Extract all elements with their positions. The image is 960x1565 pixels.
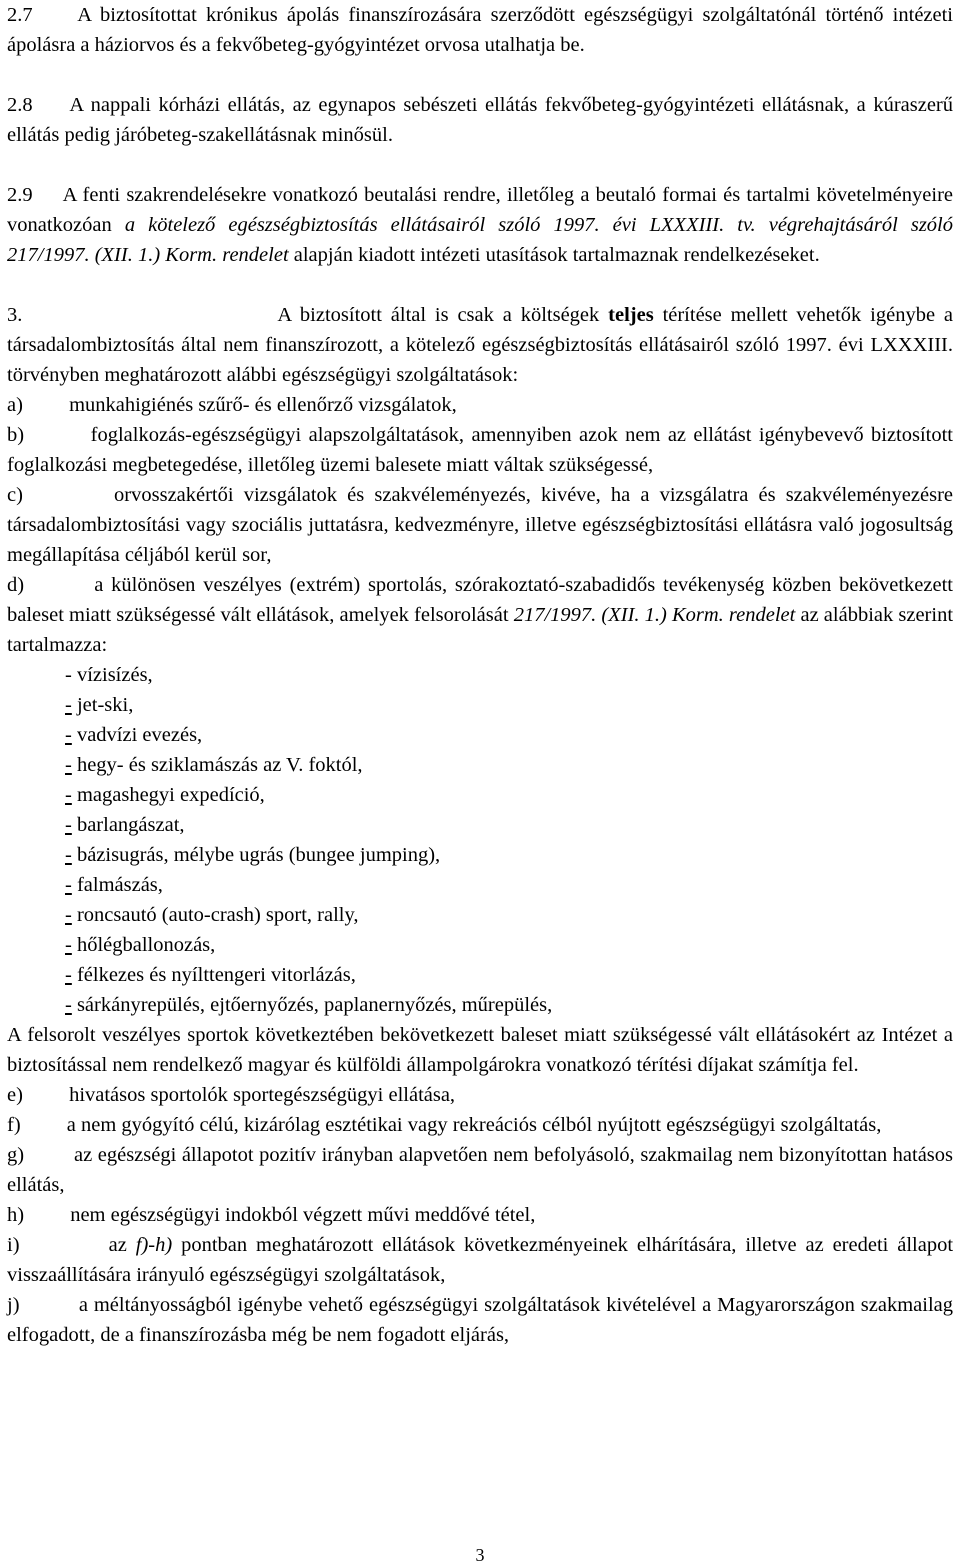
item-label: f)	[7, 1114, 21, 1136]
dash: -	[65, 694, 72, 716]
dash: -	[65, 784, 72, 806]
item-text: orvosszakértői vizsgálatok és szakvéleményezés, kivéve, ha a vizsgálatra és szakvéleményezésre társadalombiztosítási vagy szociális juttatásra, kedvezményre, illetve egészségbiztosítási ellátásra való jogosultság megállapítása céljából kerül sor,	[7, 484, 954, 566]
dash: -	[65, 904, 72, 926]
item-a	[7, 390, 953, 420]
list-item: - vízisízés,	[65, 664, 153, 686]
law-reference: a kötelező egészségbiztosítás ellátásairól szóló 1997. évi LXXXIII. tv. végrehajtásáról szóló 217/1997. (XII. 1.) Korm. rendelet	[7, 214, 954, 266]
item-label: i)	[7, 1234, 20, 1256]
item-text: a nem gyógyító célú, kizárólag esztétikai vagy rekreációs célból nyújtott egészségügyi szolgáltatás,	[66, 1114, 882, 1136]
item-text: foglalkozás-egészségügyi alapszolgáltatások, amennyiben azok nem az ellátást igénybevevő biztosított foglalkozási megbetegedése, illetőleg üzemi balesete miatt váltak szükségessé,	[7, 424, 953, 476]
section-text: térítése mellett vehetők igénybe a társadalombiztosítás által nem finanszírozott, a kötelező egészségbiztosítás ellátásairól szóló 1997. évi LXXXIII. törvényben meghatározott alábbi egészségügyi szolgáltatások:	[7, 304, 954, 386]
item-label: b)	[7, 424, 25, 446]
item-g	[7, 1140, 953, 1200]
list-item: - sárkányrepülés, ejtőernyőzés, paplanernyőzés, műrepülés,	[65, 994, 553, 1016]
dash: -	[65, 874, 72, 896]
section-2-9	[7, 180, 953, 270]
item-reference: f)-h)	[135, 1234, 173, 1256]
dash: -	[65, 724, 72, 746]
section-text: alapján kiadott intézeti utasítások tartalmaznak rendelkezéseket.	[293, 244, 820, 266]
item-label: e)	[7, 1084, 23, 1106]
list-item: - bázisugrás, mélybe ugrás (bungee jumping),	[65, 844, 441, 866]
dash: -	[65, 964, 72, 986]
item-d	[7, 570, 953, 660]
list-item: - jet-ski,	[65, 694, 134, 716]
list-item: - hőlégballonozás,	[65, 934, 216, 956]
list-item: - magashegyi expedíció,	[65, 784, 265, 806]
item-c	[7, 480, 953, 570]
law-reference: 217/1997. (XII. 1.) Korm. rendelet	[513, 604, 796, 626]
sports-list	[7, 660, 953, 1020]
dash: -	[65, 934, 72, 956]
section-number: 2.9	[7, 184, 33, 206]
item-b	[7, 420, 953, 480]
item-label: a)	[7, 394, 23, 416]
section-text: A fenti szakrendelésekre vonatkozó beutalási rendre, illetőleg a beutaló formai és tartalmi követelményeire vonatkozóan	[7, 184, 953, 236]
section-number: 3.	[7, 304, 23, 326]
list-item: - barlangászat,	[65, 814, 185, 836]
item-text: nem egészségügyi indokból végzett művi meddővé tétel,	[70, 1204, 536, 1226]
item-text: az egészségi állapotot pozitív irányban alapvetően nem befolyásoló, szakmailag nem bizonyítottan hatásos ellátás,	[7, 1144, 954, 1196]
page-number: 3	[475, 1545, 485, 1565]
item-label: c)	[7, 484, 23, 506]
dash: -	[65, 664, 72, 686]
item-i	[7, 1230, 953, 1290]
item-text: a méltányosságból igénybe vehető egészségügyi szolgáltatások kivételével a Magyarországon szakmailag elfogadott, de a finanszírozásba még be nem fogadott eljárás,	[7, 1294, 954, 1346]
item-text: az	[108, 1234, 127, 1256]
dash: -	[65, 994, 72, 1016]
dash: -	[65, 814, 72, 836]
section-number: 2.8	[7, 94, 33, 116]
list-item: - falmászás,	[65, 874, 163, 896]
list-item: - félkezes és nyílttengeri vitorlázás,	[65, 964, 356, 986]
emphasis: teljes	[608, 304, 654, 326]
item-h	[7, 1200, 953, 1230]
section-2-7	[7, 0, 953, 60]
section-2-8	[7, 90, 953, 150]
dash: -	[65, 844, 72, 866]
item-label: d)	[7, 574, 25, 596]
item-text: az alábbiak szerint tartalmazza:	[7, 604, 954, 656]
item-j	[7, 1290, 953, 1350]
section-number: 2.7	[7, 4, 33, 26]
item-label: g)	[7, 1144, 25, 1166]
item-text: pontban meghatározott ellátások következményeinek elhárítására, illetve az eredeti állapot visszaállítására irányuló egészségügyi szolgáltatások,	[7, 1234, 954, 1286]
dash: -	[65, 754, 72, 776]
item-f	[7, 1110, 953, 1140]
item-text: hivatásos sportolók sportegészségügyi ellátása,	[69, 1084, 456, 1106]
item-text: munkahigiénés szűrő- és ellenőrző vizsgálatok,	[69, 394, 457, 416]
sports-note: A felsorolt veszélyes sportok következtében bekövetkezett baleset miatt szükségessé vált ellátásokért az Intézet a biztosítással nem rendelkező magyar és külföldi állampolgárokra vonatkozó térítési díjakat számítja fel.	[7, 1024, 953, 1076]
list-item: - vadvízi evezés,	[65, 724, 203, 746]
item-e	[7, 1080, 953, 1110]
section-text: A biztosított által is csak a költségek	[277, 304, 600, 326]
item-text: a különösen veszélyes (extrém) sportolás, szórakoztató-szabadidős tevékenység közben bekövetkezett baleset miatt szükségessé vált ellátások, amelyek felsorolását	[7, 574, 953, 626]
list-item: - roncsautó (auto-crash) sport, rally,	[65, 904, 359, 926]
item-label: h)	[7, 1204, 25, 1226]
section-text: A biztosítottat krónikus ápolás finanszírozására szerződött egészségügyi szolgáltatónál történő intézeti ápolásra a háziorvos és a fekvőbeteg-gyógyintézet orvosa utalhatja be.	[7, 4, 954, 56]
section-3	[7, 300, 953, 390]
section-text: A nappali kórházi ellátás, az egynapos sebészeti ellátás fekvőbeteg-gyógyintézeti ellátásnak, a kúraszerű ellátás pedig járóbeteg-szakellátásnak minősül.	[7, 94, 953, 146]
list-item: - hegy- és sziklamászás az V. foktól,	[65, 754, 363, 776]
item-label: j)	[7, 1294, 20, 1316]
